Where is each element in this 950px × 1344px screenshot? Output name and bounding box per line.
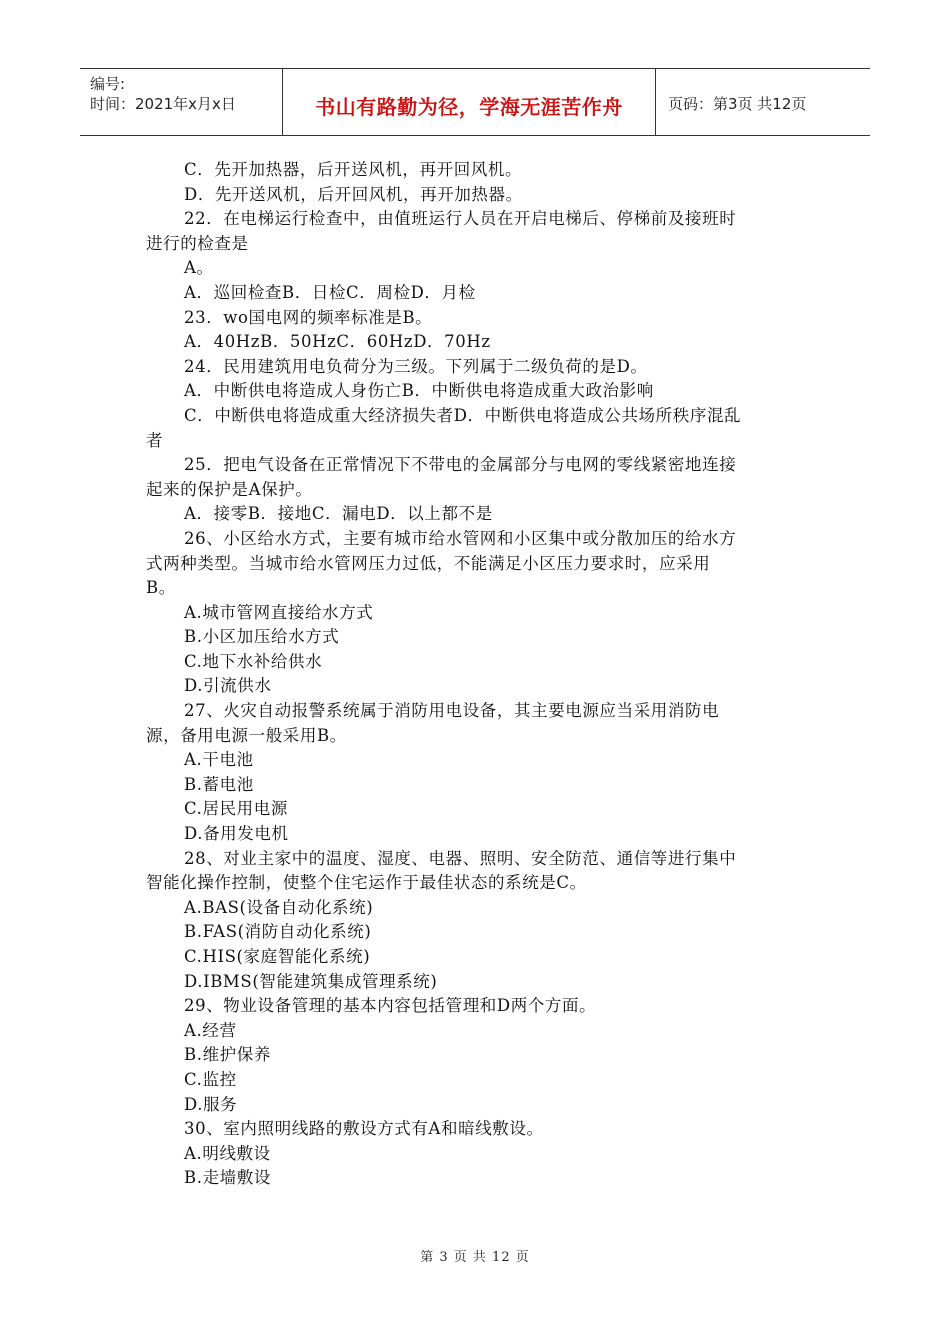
text-line: C.HIS(家庭智能化系统) <box>184 947 371 966</box>
text-line: A．接零B．接地C．漏电D．以上都不是 <box>184 504 493 524</box>
text-line: B.小区加压给水方式 <box>184 627 340 647</box>
text-line: C．先开加热器，后开送风机，再开回风机。 <box>184 160 523 179</box>
document-number-label: 编号: <box>90 75 126 93</box>
header-meta-cell <box>80 69 283 135</box>
text-line: A.BAS(设备自动化系统) <box>184 897 374 917</box>
text-line: A。 <box>184 258 214 278</box>
header-motto: 书山有路勤为径，学海无涯苦作舟 <box>315 95 623 119</box>
text-line: 30、室内照明线路的敷设方式有A和暗线敷设。 <box>184 1119 544 1139</box>
text-line: C.居民用电源 <box>184 799 288 819</box>
text-line: 23．wo国电网的频率标准是B。 <box>184 307 433 327</box>
text-line: A．中断供电将造成人身伤亡B．中断供电将造成重大政治影响 <box>184 381 654 401</box>
text-line: 智能化操作控制，使整个住宅运作于最佳状态的系统是C。 <box>146 873 587 893</box>
text-line: C.地下水补给供水 <box>184 651 323 671</box>
text-line: B.维护保养 <box>184 1045 271 1065</box>
text-line: A．巡回检查B．日检C．周检D．月检 <box>184 282 476 302</box>
text-line: 起来的保护是A保护。 <box>146 479 313 499</box>
text-line: A.明线敷设 <box>184 1143 271 1163</box>
text-line: 式两种类型。当城市给水管网压力过低，不能满足小区压力要求时，应采用 <box>146 553 711 573</box>
text-line: D.备用发电机 <box>184 824 289 844</box>
page-header <box>80 68 870 136</box>
text-line: 26、小区给水方式，主要有城市给水管网和小区集中或分散加压的给水方 <box>184 528 737 548</box>
text-line: 22．在电梯运行检查中，由值班运行人员在开启电梯后、停梯前及接班时 <box>184 209 737 229</box>
text-line: C.监控 <box>184 1069 237 1089</box>
header-page-number: 页码：第3页 共12页 <box>668 95 807 113</box>
text-line: D.IBMS(智能建筑集成管理系统) <box>184 971 438 991</box>
text-line: D.服务 <box>184 1094 238 1114</box>
page-footer: 第 3 页 共 12 页 <box>420 1250 530 1265</box>
text-line: 24．民用建筑用电负荷分为三级。下列属于二级负荷的是D。 <box>184 356 648 376</box>
text-line: A.城市管网直接给水方式 <box>184 602 374 622</box>
document-body <box>146 158 806 1191</box>
text-line: A.经营 <box>184 1020 237 1040</box>
text-line: B.蓄电池 <box>184 774 254 794</box>
text-line: 源，备用电源一般采用B。 <box>146 725 347 745</box>
header-motto-cell <box>283 69 656 135</box>
text-line: 29、物业设备管理的基本内容包括管理和D两个方面。 <box>184 996 597 1016</box>
text-line: B.走墙敷设 <box>184 1168 271 1188</box>
text-line: B.FAS(消防自动化系统) <box>184 922 372 942</box>
document-time-label: 时间：2021年x月x日 <box>90 95 236 113</box>
text-line: C．中断供电将造成重大经济损失者D．中断供电将造成公共场所秩序混乱 <box>184 405 742 425</box>
text-line: A．40HzB．50HzC．60HzD．70Hz <box>184 332 491 352</box>
text-line: 进行的检查是 <box>146 233 249 253</box>
text-line: 27、火灾自动报警系统属于消防用电设备，其主要电源应当采用消防电 <box>184 701 720 721</box>
text-line: 28、对业主家中的温度、湿度、电器、照明、安全防范、通信等进行集中 <box>184 848 737 868</box>
header-page-cell <box>656 69 870 135</box>
text-line: A.干电池 <box>184 750 254 770</box>
text-line: 25．把电气设备在正常情况下不带电的金属部分与电网的零线紧密地连接 <box>184 455 737 475</box>
text-line: 者 <box>146 430 164 450</box>
text-line: D.引流供水 <box>184 676 272 696</box>
text-line: D．先开送风机，后开回风机，再开加热器。 <box>184 184 523 204</box>
text-line: B。 <box>146 578 176 598</box>
